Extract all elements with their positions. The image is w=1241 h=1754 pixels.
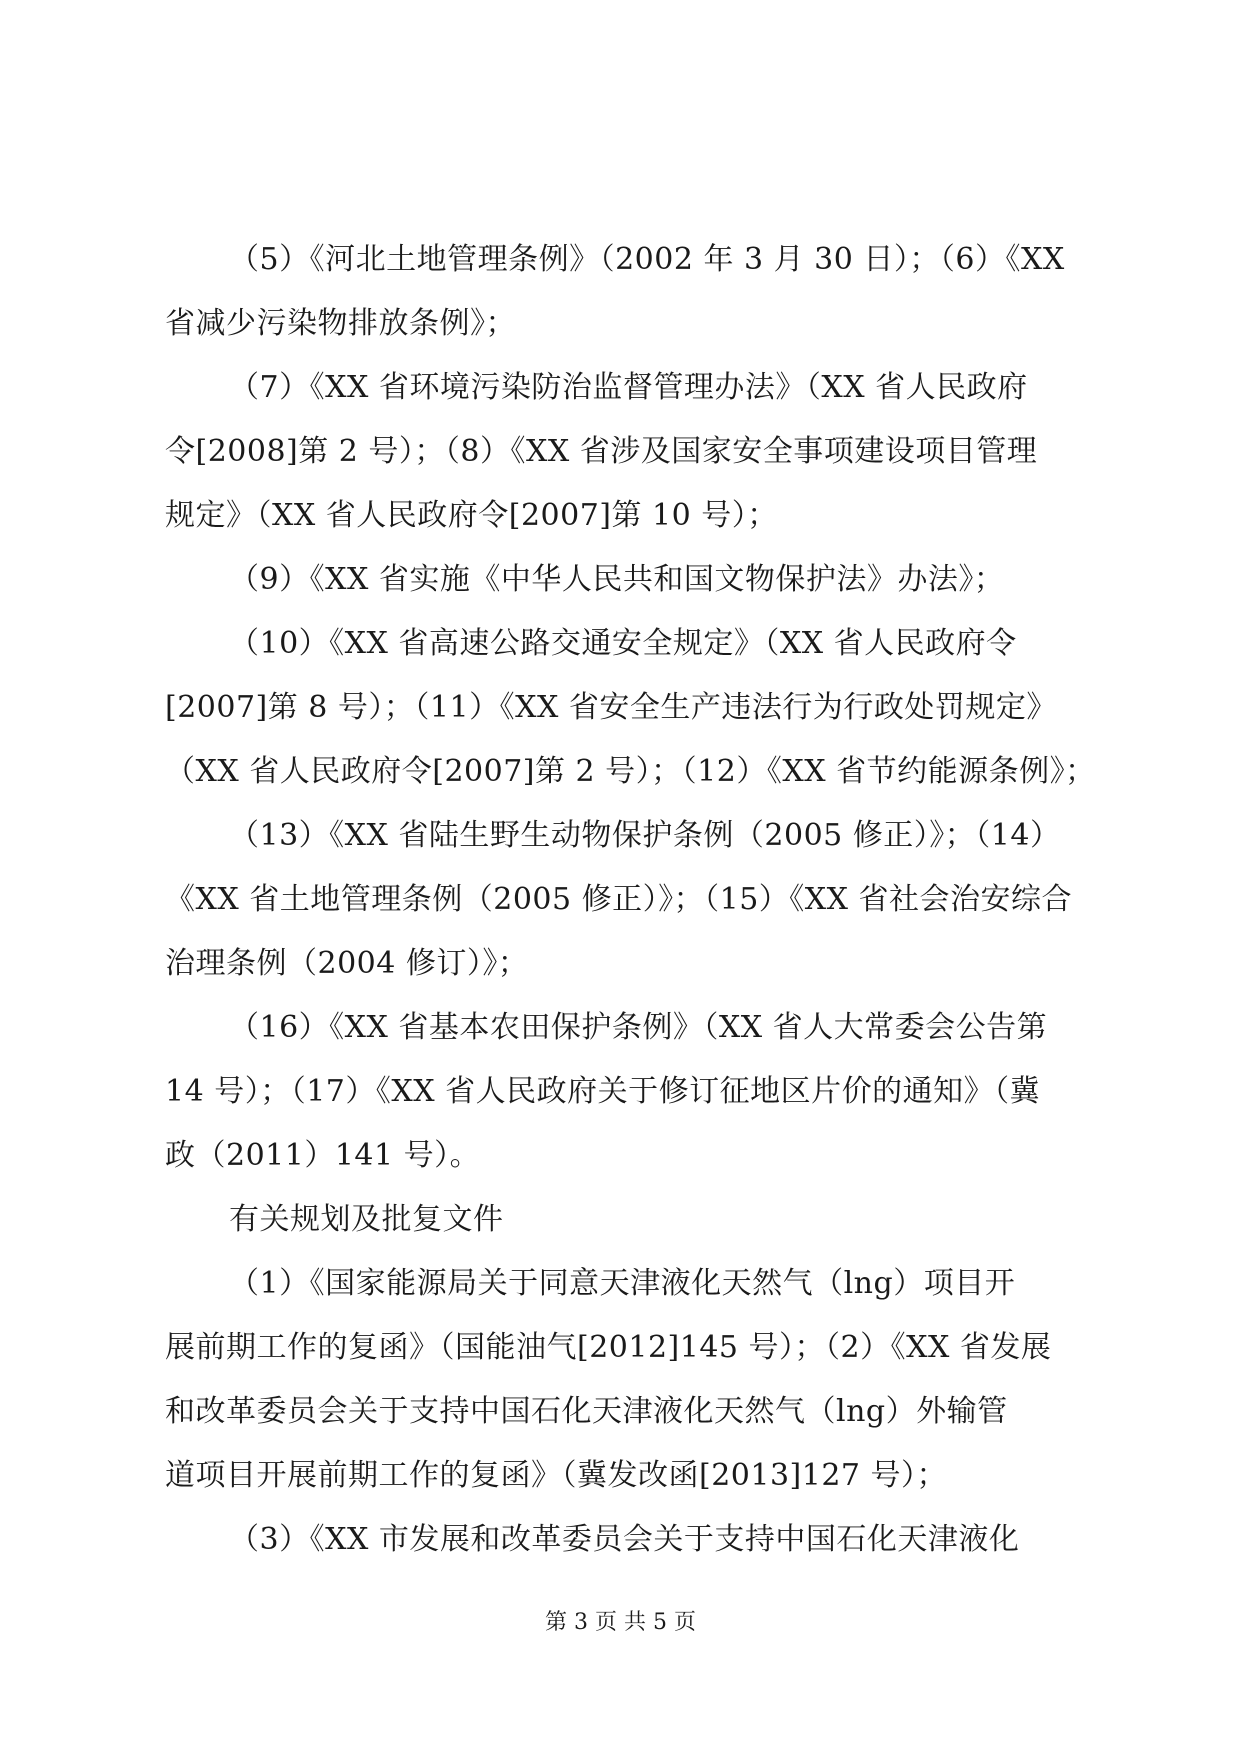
page-number-footer: 第 3 页 共 5 页 [545,1610,696,1635]
paragraph-line: 《XX 省土地管理条例（2005 修正）》；（15）《XX 省社会治安综合 [165,882,1073,917]
paragraph-line: （XX 省人民政府令[2007]第 2 号）；（12）《XX 省节约能源条例》； [165,754,1096,789]
paragraph-line: 展前期工作的复函》（国能油气[2012]145 号）；（2）《XX 省发展 [165,1330,1052,1365]
paragraph-line: 和改革委员会关于支持中国石化天津液化天然气（lng）外输管 [165,1394,1008,1429]
document-body [165,228,1096,1572]
paragraph-line: 治理条例（2004 修订）》； [165,946,529,981]
paragraph-line: [2007]第 8 号）；（11）《XX 省安全生产违法行为行政处罚规定》 [165,690,1057,725]
paragraph-line: （7）《XX 省环境污染防治监督管理办法》（XX 省人民政府 [229,370,1028,405]
paragraph-line: （3）《XX 市发展和改革委员会关于支持中国石化天津液化 [229,1522,1020,1557]
paragraph-line: 政（2011）141 号）。 [165,1138,481,1173]
paragraph-line: 道项目开展前期工作的复函》（冀发改函[2013]127 号）； [165,1458,948,1493]
paragraph-line: 规定》（XX 省人民政府令[2007]第 10 号）； [165,498,778,533]
paragraph-line: （5）《河北土地管理条例》（2002 年 3 月 30 日）；（6）《XX [229,242,1065,277]
paragraph-line: 令[2008]第 2 号）；（8）《XX 省涉及国家安全事项建设项目管理 [165,434,1038,469]
paragraph-line: （10）《XX 省高速公路交通安全规定》（XX 省人民政府令 [229,626,1017,661]
paragraph-line: 14 号）；（17）《XX 省人民政府关于修订征地区片价的通知》（冀 [165,1074,1041,1109]
section-heading: 有关规划及批复文件 [229,1202,504,1237]
paragraph-line: （9）《XX 省实施《中华人民共和国文物保护法》办法》； [229,562,1005,597]
paragraph-line: 省减少污染物排放条例》； [165,306,516,341]
paragraph-line: （13）《XX 省陆生野生动物保护条例（2005 修正）》；（14） [229,818,1061,853]
paragraph-line: （16）《XX 省基本农田保护条例》（XX 省人大常委会公告第 [229,1010,1048,1045]
paragraph-line: （1）《国家能源局关于同意天津液化天然气（lng）项目开 [229,1266,1016,1301]
